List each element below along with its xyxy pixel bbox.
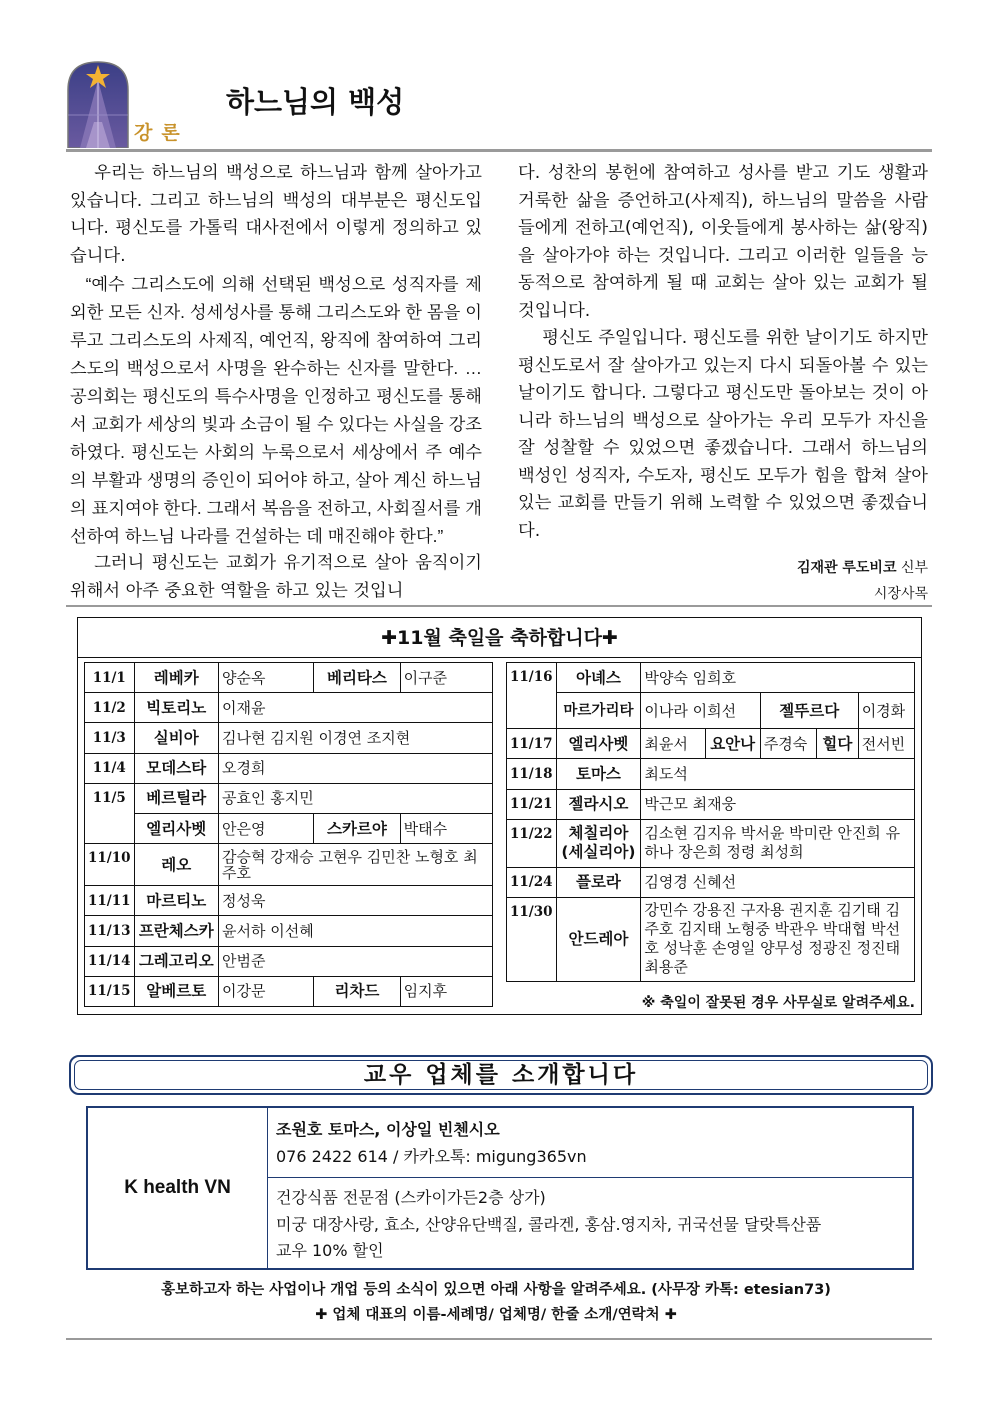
saint-name: 힐다 <box>817 729 859 759</box>
stained-glass-star-icon <box>66 60 130 148</box>
feast-day-box <box>77 617 922 1015</box>
member-names: 최도석 <box>641 759 915 789</box>
section-divider <box>66 605 932 607</box>
saint-name: 플로라 <box>556 867 641 897</box>
business-description <box>268 1178 912 1268</box>
member-names: 이구준 <box>400 663 492 693</box>
table-row <box>507 789 915 819</box>
saint-name: 베르틸라 <box>134 783 218 813</box>
saint-name: 토마스 <box>556 759 641 789</box>
saint-name: 베리타스 <box>314 663 400 693</box>
table-row <box>85 916 493 946</box>
saint-name: 알베르토 <box>134 976 218 1006</box>
author-title: 시장사목 <box>873 586 928 602</box>
saint-name: 모데스타 <box>134 753 218 783</box>
member-names: 이강문 <box>219 976 314 1006</box>
author-signature <box>518 555 928 607</box>
table-row <box>507 897 915 981</box>
table-row <box>85 813 493 843</box>
member-names: 강민수 강용진 구자용 권지훈 김기태 김주호 김지태 노형중 박관우 박대협 박선호 성낙훈 손영일 양무성 정광진 정진태 최용준 <box>641 897 915 981</box>
feast-date: 11/14 <box>85 946 135 976</box>
member-names: 감승혁 강재승 고현우 김민찬 노형호 최주호 <box>219 844 493 886</box>
feast-date: 11/10 <box>85 844 135 886</box>
table-row <box>507 729 915 759</box>
business-banner <box>69 1055 933 1095</box>
table-row <box>85 844 493 886</box>
member-names: 김소현 김지유 박서윤 박미란 안진희 유하나 장은희 정령 최성희 <box>641 819 915 867</box>
saint-name: 엘리사벳 <box>134 813 218 843</box>
feast-date: 11/17 <box>507 729 557 759</box>
saint-name: 체칠리아 (세실리아) <box>556 819 641 867</box>
homily-quote <box>70 270 482 550</box>
homily-paragraph-2: 그러니 평신도는 교회가 유기적으로 살아 움직이기 위해서 아주 중요한 역할을 하고 있는 것입니 <box>70 553 482 601</box>
member-names: 전서빈 <box>858 729 914 759</box>
member-names: 이재윤 <box>219 693 493 723</box>
table-row <box>507 759 915 789</box>
member-names: 공효인 홍지민 <box>219 783 493 813</box>
feast-date: 11/5 <box>85 783 135 843</box>
member-names: 이경화 <box>858 693 914 729</box>
feast-date: 11/22 <box>507 819 557 867</box>
table-row <box>85 753 493 783</box>
business-name: K health VN <box>88 1108 268 1268</box>
member-names: 양순옥 <box>219 663 314 693</box>
feast-date: 11/30 <box>507 897 557 981</box>
homily-paragraph-1: 우리는 하느님의 백성으로 하느님과 함께 살아가고 있습니다. 그리고 하느님의 백성의 대부분은 평신도입니다. 평신도를 가톨릭 대사전에서 이렇게 정의하고 있습니다. <box>70 163 482 266</box>
saint-name: 마르티노 <box>134 886 218 916</box>
table-row <box>85 723 493 753</box>
feast-date: 11/13 <box>85 916 135 946</box>
quote-text: “예수 그리스도에 의해 선택된 백성으로 성직자를 제외한 모든 신자. 성세성사를 통해 그리스도와 한 몸을 이루고 그리스도의 사제직, 예언직, 왕직에 참여하여 그리스도의 백성으로서 사명을 완수하는 신자를 말한다. … 공의회는 평신도의 특수사명을 인정하고 평신도를 통해서 교회가 세상의 빛과 소금이 될 수 있다는 사실을 강조하였다. 평신도는 사회의 누룩으로서 세상에서 주 예수의 부활과 생명의 증인이 되어야 하고, 살아 계신 하느님의 표지여야 한다. 그래서 복음을 전하고, 사회질서를 개선하여 하느님 나라를 건설하는 데 매진해야 한다.” <box>70 274 482 546</box>
feast-date: 11/2 <box>85 693 135 723</box>
feast-date: 11/24 <box>507 867 557 897</box>
business-footer-notice: 홍보하고자 하는 사업이나 개업 등의 소식이 있으면 아래 사항을 알려주세요. (사무장 카톡: etesian73) <box>161 1282 831 1298</box>
saint-name: 스카르야 <box>314 813 400 843</box>
homily-right-column <box>518 160 928 607</box>
author-role: 신부 <box>900 560 928 576</box>
member-names: 임지후 <box>400 976 492 1006</box>
feast-table-right <box>506 662 915 982</box>
member-names: 박근모 최재웅 <box>641 789 915 819</box>
member-names: 김영경 신혜선 <box>641 867 915 897</box>
author-name: 김재관 루도비코 <box>796 560 897 576</box>
section-label: 강론 <box>134 122 189 144</box>
table-row <box>85 663 493 693</box>
homily-paragraph-3: 평신도 주일입니다. 평신도를 위한 날이기도 하지만 평신도로서 잘 살아가고 있는지 다시 되돌아볼 수 있는 날이기도 합니다. 그렇다고 평신도만 돌아보는 것이 아니라 하느님의 백성으로 살아가는 우리 모두가 자신을 잘 성찰할 수 있었으면 좋겠습니다. 그래서 하느님의 백성인 성직자, 수도자, 평신도 모두가 힘을 합쳐 살아 있는 교회를 만들기 위해 노력할 수 있었으면 좋겠습니다. <box>518 328 928 541</box>
member-names: 박태수 <box>400 813 492 843</box>
saint-name: 젤뚜르다 <box>760 693 858 729</box>
member-names: 안은영 <box>219 813 314 843</box>
saint-name: 엘리사벳 <box>556 729 641 759</box>
feast-date: 11/4 <box>85 753 135 783</box>
feast-table-left <box>84 662 493 1007</box>
feast-title: ✚11월 축일을 축하합니다✚ <box>78 618 921 658</box>
saint-name: 요안나 <box>705 729 760 759</box>
business-owner-info <box>268 1108 912 1178</box>
member-names: 박양숙 임희호 <box>641 663 915 693</box>
feast-date: 11/21 <box>507 789 557 819</box>
member-names: 정성욱 <box>219 886 493 916</box>
feast-date: 11/15 <box>85 976 135 1006</box>
member-names: 오경희 <box>219 753 493 783</box>
homily-left-column <box>70 160 482 605</box>
page-title: 하느님의 백성 <box>226 85 405 119</box>
member-names: 이나라 이희선 <box>641 693 760 729</box>
member-names: 최윤서 <box>641 729 705 759</box>
table-row <box>85 946 493 976</box>
homily-paragraph-2-continued: 다. 성찬의 봉헌에 참여하고 성사를 받고 기도 생활과 거룩한 삶을 증언하고(사제직), 하느님의 말씀을 사람들에게 전하고(예언직), 이웃들에게 봉사하는 삶(왕직)을 살아가야 하는 것입니다. 그리고 이러한 일들을 능동적으로 참여하게 될 때 교회는 살아 있는 교회가 될 것입니다. <box>518 163 928 321</box>
feast-date: 11/11 <box>85 886 135 916</box>
member-names: 윤서하 이선혜 <box>219 916 493 946</box>
header <box>66 60 932 152</box>
table-row <box>85 976 493 1006</box>
business-footer-format: ✚ 업체 대표의 이름-세례명/ 업체명/ 한줄 소개/연락처 ✚ <box>315 1307 677 1323</box>
feast-date: 11/18 <box>507 759 557 789</box>
business-line: 교우 10% 할인 <box>276 1241 384 1260</box>
bottom-divider <box>66 1338 932 1340</box>
feast-date: 11/1 <box>85 663 135 693</box>
business-contact: 076 2422 614 / 카카오톡: migung365vn <box>276 1147 587 1166</box>
business-card <box>86 1106 914 1270</box>
feast-date: 11/3 <box>85 723 135 753</box>
saint-name: 프란체스카 <box>134 916 218 946</box>
table-row <box>85 783 493 813</box>
member-names: 김나현 김지원 이경연 조지현 <box>219 723 493 753</box>
table-row <box>507 867 915 897</box>
business-owner: 조원호 토마스, 이상일 빈첸시오 <box>276 1120 500 1139</box>
business-line: 미궁 대장사랑, 효소, 산양유단백질, 콜라겐, 홍삼.영지차, 귀국선물 달랏특산품 <box>276 1214 822 1234</box>
table-row <box>85 886 493 916</box>
saint-name: 리차드 <box>314 976 400 1006</box>
feast-date: 11/16 <box>507 663 557 729</box>
table-row <box>507 819 915 867</box>
member-names: 안범준 <box>219 946 493 976</box>
saint-name: 레오 <box>134 844 218 886</box>
saint-name: 젤라시오 <box>556 789 641 819</box>
saint-name: 실비아 <box>134 723 218 753</box>
member-names: 주경숙 <box>760 729 816 759</box>
table-row <box>85 693 493 723</box>
saint-name: 안드레아 <box>556 897 641 981</box>
saint-name: 빅토리노 <box>134 693 218 723</box>
saint-name: 마르가리타 <box>556 693 641 729</box>
saint-name: 그레고리오 <box>134 946 218 976</box>
header-divider <box>66 149 932 152</box>
feast-note: ※ 축일이 잘못된 경우 사무실로 알려주세요. <box>641 995 915 1011</box>
business-line: 건강식품 전문점 (스카이가든2층 상가) <box>276 1188 546 1207</box>
table-row <box>507 693 915 729</box>
business-banner-title: 교우 업체를 소개합니다 <box>74 1060 928 1090</box>
saint-name: 레베카 <box>134 663 218 693</box>
table-row <box>507 663 915 693</box>
saint-name: 아녜스 <box>556 663 641 693</box>
